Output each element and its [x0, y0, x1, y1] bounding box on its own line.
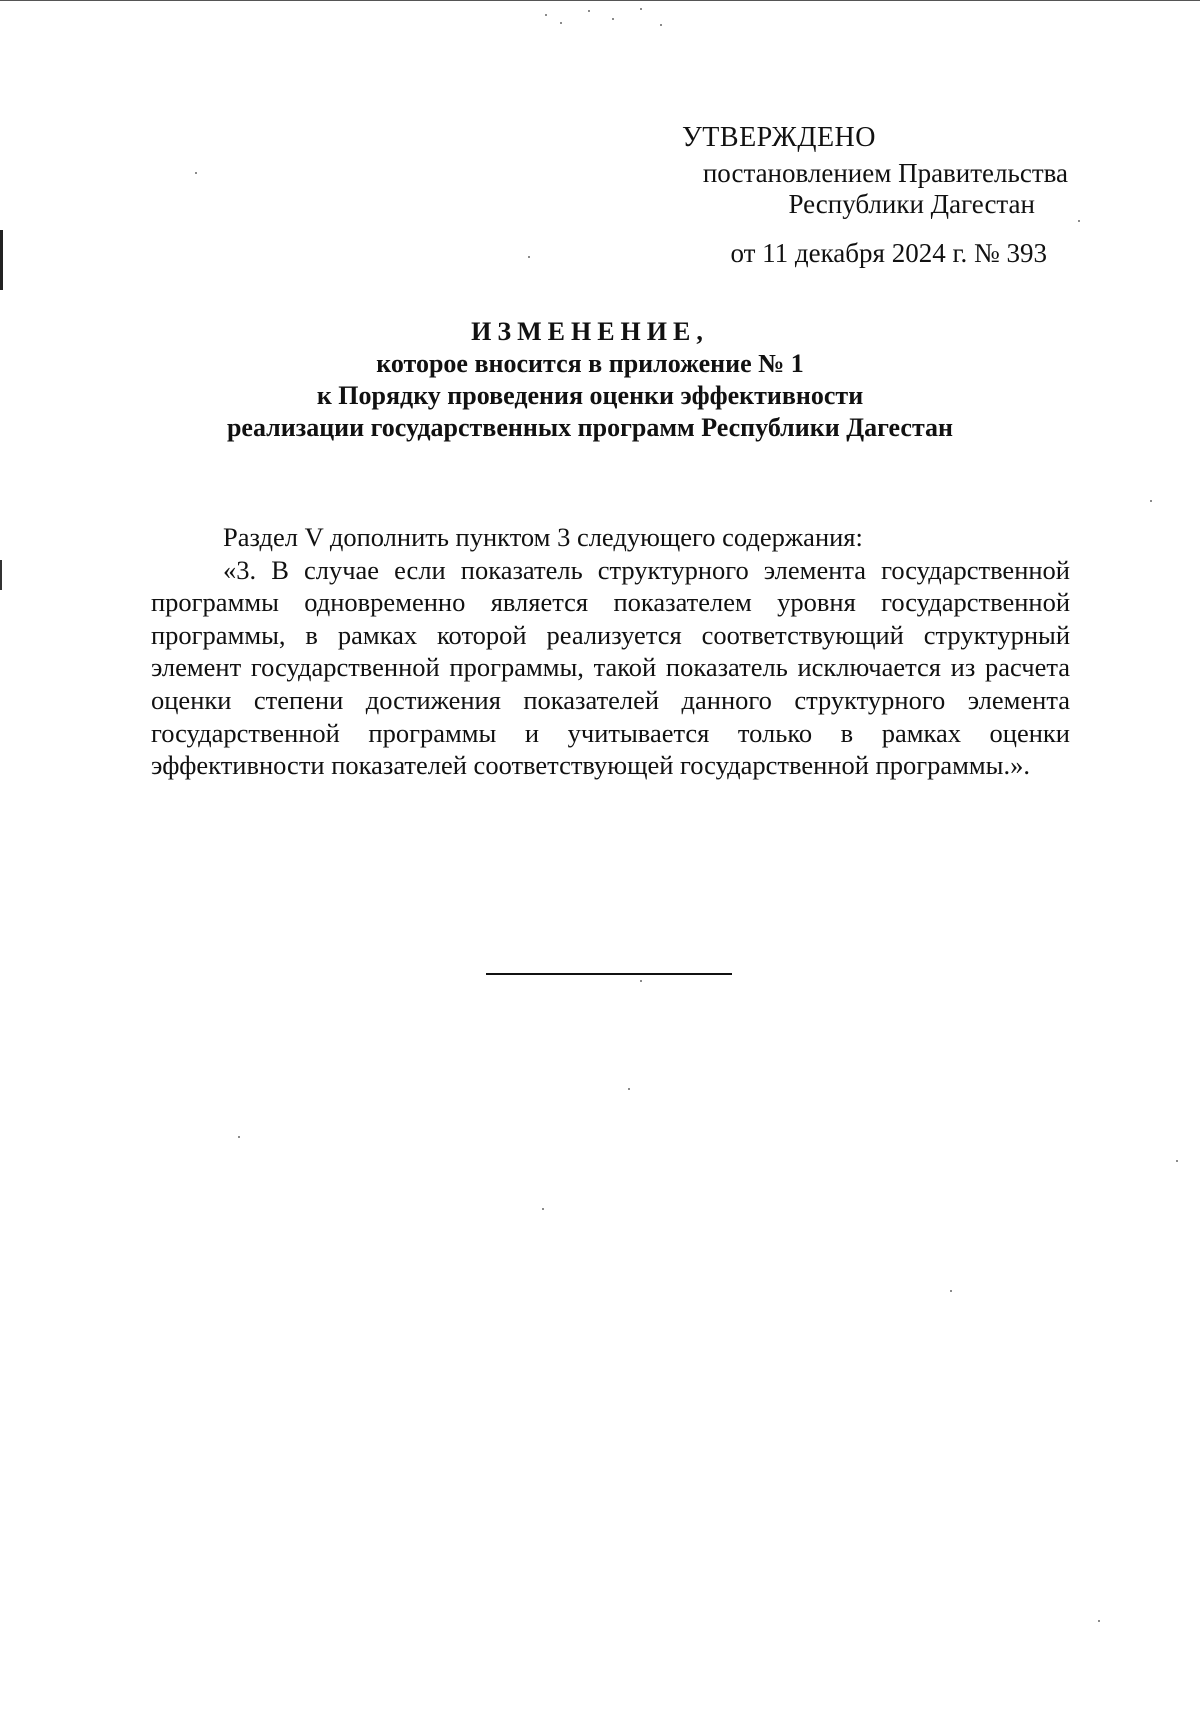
- scan-speckle: [612, 18, 614, 20]
- scan-speckle: [238, 1136, 240, 1138]
- scan-speckle: [588, 10, 590, 12]
- scan-speckle: [1098, 1620, 1100, 1622]
- scan-speckle: [628, 1088, 630, 1090]
- scan-speckle: [660, 24, 662, 26]
- approval-region-line: Республики Дагестан: [788, 189, 1035, 219]
- approval-authority-line: постановлением Правительства: [702, 158, 1068, 188]
- scan-speckle: [950, 1290, 952, 1292]
- body-lead-paragraph: Раздел V дополнить пунктом 3 следующего содержания:: [223, 522, 863, 552]
- scan-left-edge-mark: [0, 560, 2, 590]
- end-of-document-rule: [486, 973, 732, 975]
- scan-speckle: [1078, 220, 1080, 222]
- scan-speckle: [640, 8, 642, 10]
- scan-speckle: [1150, 500, 1152, 502]
- scan-speckle: [560, 22, 562, 24]
- scan-speckle: [640, 980, 642, 982]
- heading-line: к Порядку проведения оценки эффективности: [316, 381, 864, 410]
- scan-speckle: [545, 14, 547, 16]
- heading-line: реализации государственных программ Республики Дагестан: [226, 413, 954, 442]
- document-heading: [140, 316, 1040, 444]
- approval-date-number: от 11 декабря 2024 г. № 393: [730, 238, 1047, 268]
- approval-title: УТВЕРЖДЕНО: [681, 122, 876, 153]
- scan-top-edge: [0, 0, 1200, 1]
- body-quoted-paragraph: «3. В случае если показатель структурного элемента государственной программы одновременно является показателем уровня государственной программы, в рамках которой реализуется соответствующий структурный элемент государственной программы, такой показатель исключается из расчета оценки степени достижения показателей данного структурного элемента государственной программы и учитывается только в рамках оценки эффективности показателей соответствующей государственной программы.».: [151, 554, 1070, 781]
- document-body: [151, 521, 1070, 782]
- scan-speckle: [542, 1208, 544, 1210]
- heading-title: ИЗМЕНЕНИЕ,: [471, 317, 709, 346]
- scan-speckle: [1176, 1160, 1178, 1162]
- heading-line: которое вносится в приложение № 1: [376, 349, 804, 378]
